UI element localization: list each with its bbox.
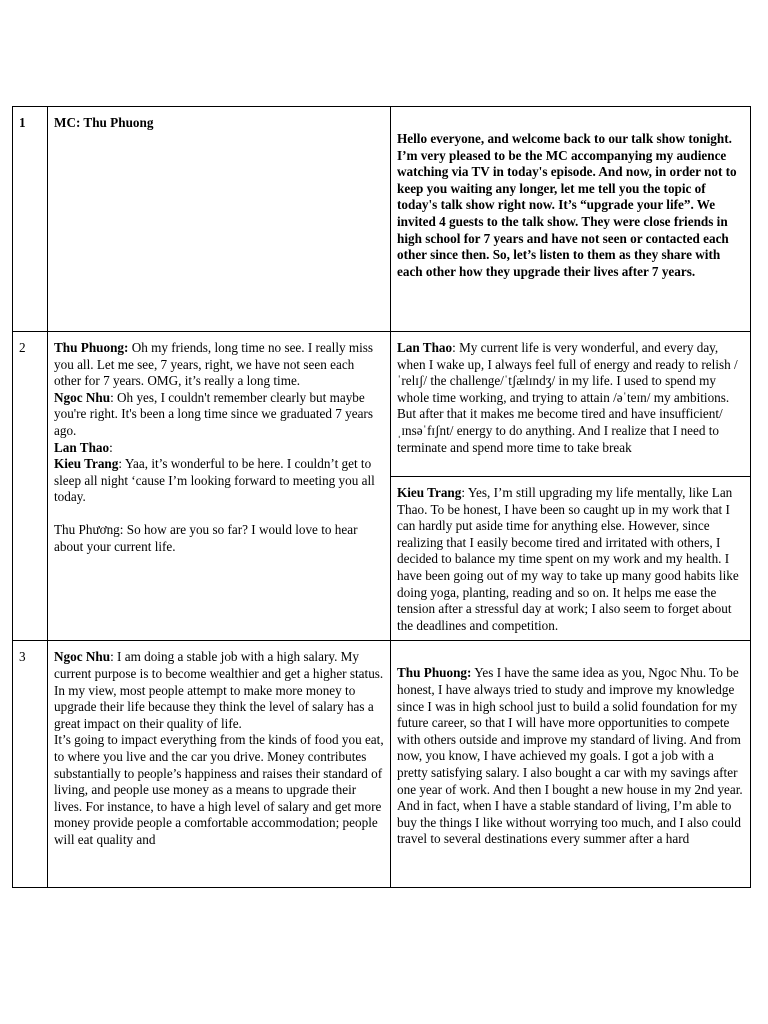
dialogue-line (54, 340, 384, 390)
speaker-name: Ngoc Nhu (54, 649, 111, 665)
dialogue-text: Yes I have the same idea as you, Ngoc Nhu. To be honest, I have always tried to study and improve my knowledge since I was in high school just to build a solid foundation for my future career, so that I will have more opportunities to compete with others outside and improve my standard of living. And from now, you know, I have achieved my goals. I got a job with a pretty satisfying salary. I also bought a car with my savings after one year of work. And then I bought a new house in my 2nd year. And in fact, when I have a stable standard of living, I’m able to buy the things I like without worrying too much, and I also could travel to several destinations every summer after a hard (397, 665, 743, 847)
speaker-name: Kieu Trang (397, 485, 462, 500)
dialogue-text: : I am doing a stable job with a high salary. My current purpose is to become wealthier and get a higher status. In my view, most people attempt to make more money to upgrade their life because they think the level of salary has a great impact on their quality of life. (54, 649, 384, 731)
dialogue-cell (391, 477, 751, 641)
table-row (13, 641, 751, 888)
dialogue-line (54, 440, 384, 457)
dialogue-line: It’s going to impact everything from the kinds of food you eat, to where you live and the car you drive. Money contributes substantially to people’s happiness and raises their standard of living, and people use money as a means to upgrade their lives. For instance, to have a high level of salary and get more money provide people a comfortable accommodation; people will eat quality and (54, 732, 384, 847)
mc-speaker-label: MC: Thu Phuong (54, 115, 154, 130)
dialogue-text: : Yes, I’m still upgrading my life mentally, like Lan Thao. To be honest, I have been so caught up in my work that I can hardly put aside time for anything else. However, since realizing that I easily become tired and irritated with others, I decided to balance my time spent on my work and my health. I have been going out of my way to take up many good habits like doing yoga, planting, reading and so on. It helps me ease the tension after a stressful day at work; I also seem to forget about the deadlines and competition. (397, 485, 739, 633)
dialogue-line (54, 456, 384, 506)
dialogue-text: : My current life is very wonderful, and every day, when I wake up, I always feel full of energy and ready to relish /ˈrelɪʃ/ the challenge/ˈtʃælɪndʒ/ in my life. I used to spend my whole time working, and trying to attain /əˈteɪn/ my ambitions. But after that it makes me become tired and have insufficient/ˌɪnsəˈfɪʃnt/ energy to do anything. And I realize that I need to terminate and spend more time to take break (397, 340, 738, 455)
dialogue-cell (391, 641, 751, 888)
row-number: 3 (13, 641, 48, 888)
speaker-name: Ngoc Nhu (54, 389, 111, 405)
dialogue-line: Thu Phương: So how are you so far? I would love to hear about your current life. (54, 521, 358, 554)
dialogue-text: : Oh yes, I couldn't remember clearly but maybe you're right. It's been a long time since we graduated 7 years ago. (54, 389, 373, 438)
speaker-cell (48, 107, 391, 332)
dialogue-cell (48, 641, 391, 888)
speaker-name: Lan Thao (54, 439, 110, 455)
speaker-name: Lan Thao (397, 340, 453, 355)
dialogue-line (397, 665, 744, 848)
speaker-name: Kieu Trang (54, 456, 119, 472)
dialogue-text: : (109, 439, 113, 455)
dialogue-line (54, 390, 384, 440)
dialogue-cell (48, 332, 391, 641)
speaker-name: Thu Phuong: (54, 340, 129, 355)
talk-show-script-table (12, 106, 751, 888)
mc-opening-text: Hello everyone, and welcome back to our talk show tonight. I’m very pleased to be the MC accompanying my audience watching via TV in today's episode. And now, in order not to keep you waiting any longer, let me tell you the topic of today's talk show right now. It’s “upgrade your life”. We invited 4 guests to the talk show. They were close friends in high school for 7 years and have not seen or contacted each other since then. So, let’s listen to them as they share with each other how they upgrade their lives after 7 years. (397, 131, 737, 279)
dialogue-cell (391, 332, 751, 477)
dialogue-text: Oh my friends, long time no see. I really miss you all. Let me see, 7 years, right, we have not seen each other for 7 years. OMG, it’s really a long time. (54, 340, 374, 389)
dialogue-line (397, 340, 744, 456)
dialogue-text: : Yaa, it’s wonderful to be here. I couldn’t get to sleep all night ‘cause I’m looking forward to meeting you all today. (54, 456, 375, 505)
row-number: 1 (13, 107, 48, 332)
script-document (12, 106, 750, 888)
dialogue-cell (391, 107, 751, 332)
table-row (13, 332, 751, 477)
speaker-name: Thu Phuong: (397, 665, 472, 681)
row-number: 2 (13, 332, 48, 641)
dialogue-line (397, 485, 744, 634)
table-row (13, 107, 751, 332)
dialogue-line (54, 649, 384, 732)
